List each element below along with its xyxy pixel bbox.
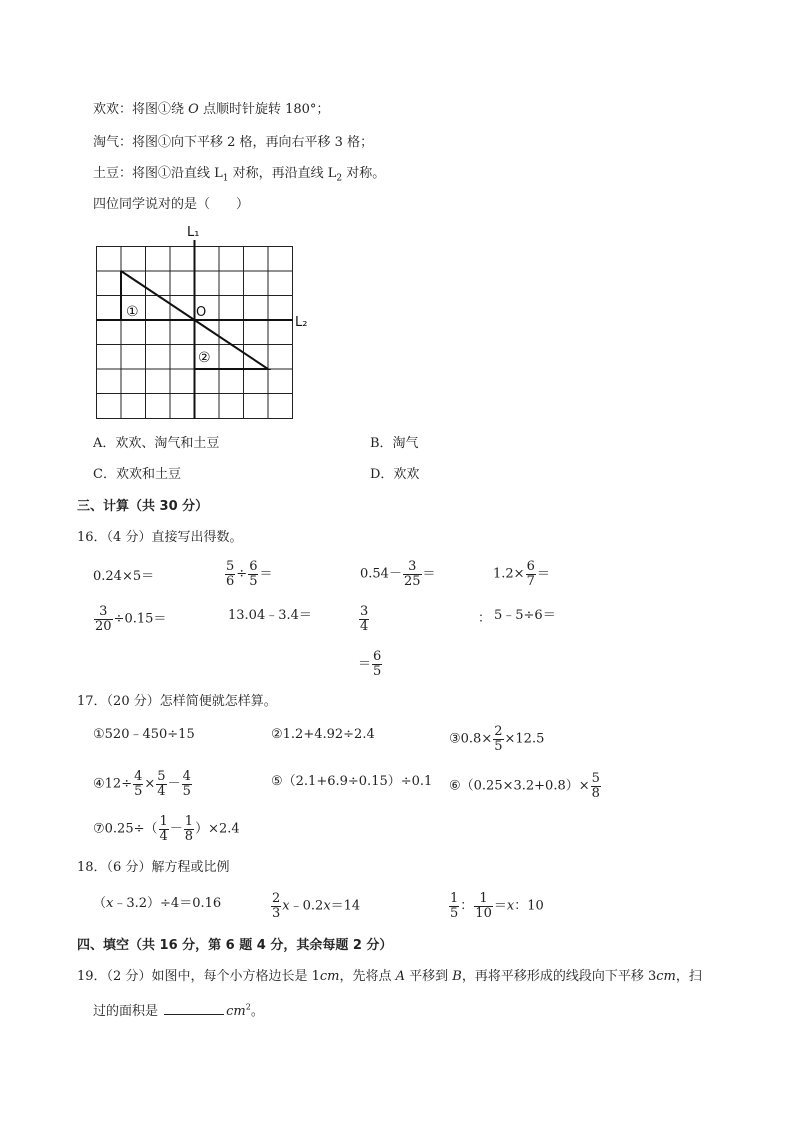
- section-3-title: 三、计算（共 30 分）: [77, 499, 209, 514]
- label-shape-1: ①: [126, 304, 139, 320]
- option-c[interactable]: C．欢欢和土豆: [93, 467, 181, 482]
- q16-expr-4: 1.2× $\frac{6}{7}$ ＝: [493, 559, 550, 589]
- q18-equation-2: $\frac{2}{3}$ x﹣0.2x＝14: [272, 891, 361, 921]
- q17-problem-3: ③0.8× $\frac{2}{5}$ ×12.5: [449, 724, 545, 754]
- q17-problem-5: ⑤（2.1+6.9÷0.15）÷0.1: [271, 774, 433, 789]
- q17-problem-1: ①520﹣450÷15: [93, 727, 195, 742]
- q18-equation-1: （x﹣3.2）÷4＝0.16: [93, 896, 222, 911]
- q17-problem-2: ②1.2+4.92÷2.4: [271, 727, 375, 742]
- q16-expr-5: $\frac{3}{20}$ ÷0.15＝: [95, 604, 167, 634]
- question-text: 四位同学说对的是（ ）: [93, 197, 250, 212]
- q16-expr-7-top: $\frac{3}{4}$: [360, 604, 369, 634]
- label-l1: L₁: [187, 225, 200, 240]
- q19-line-1: 19．（2 分）如图中，每个小方格边长是 1cm，先将点 A 平移到 B，再将平移形成的线段向下平移 3cm，扫: [77, 969, 702, 984]
- label-o: O: [196, 305, 207, 320]
- label-shape-2: ②: [198, 350, 211, 366]
- q16-expr-8-sep: ：: [478, 611, 492, 626]
- q19-line-2: 过的面积是 $cm^2$。: [93, 1002, 264, 1019]
- q16-expr-2: $\frac{5}{6}$ ÷ $\frac{6}{5}$ ＝: [226, 559, 273, 589]
- section-4-title: 四、填空（共 16 分，第 6 题 4 分，其余每题 2 分）: [77, 938, 393, 953]
- q16-expr-7-bottom: ＝ $\frac{6}{5}$: [358, 649, 382, 679]
- option-b[interactable]: B．淘气: [370, 436, 419, 451]
- q18-title: 18．（6 分）解方程或比例: [77, 860, 230, 875]
- statement-huanhuan: 欢欢：将图①绕 O 点顺时针旋转 180°；: [93, 102, 330, 117]
- q16-expr-8: 5﹣5÷6＝: [494, 608, 556, 623]
- statement-tudou: 土豆：将图①沿直线 $L_1$ 对称，再沿直线 $L_2$ 对称。: [93, 166, 386, 184]
- q16-expr-6: 13.04﹣3.4＝: [228, 608, 312, 623]
- q17-problem-7: ⑦0.25÷（ $\frac{1}{4}$ － $\frac{1}{8}$ ）×2.4: [93, 814, 240, 844]
- statement-taoqi: 淘气：将图①向下平移 2 格，再向右平移 3 格；: [93, 135, 374, 150]
- q16-expr-3: 0.54－ $\frac{3}{25}$ ＝: [360, 559, 436, 589]
- q17-title: 17．（20 分）怎样简便就怎样算。: [77, 694, 277, 709]
- answer-blank[interactable]: [164, 1003, 224, 1015]
- q17-problem-4: ④12÷ $\frac{4}{5}$ × $\frac{5}{4}$ － $\frac{4}{5}$: [93, 769, 191, 799]
- q17-problem-6: ⑥（0.25×3.2+0.8）× $\frac{5}{8}$: [449, 771, 600, 801]
- q18-equation-3: $\frac{1}{5}$ ： $\frac{1}{10}$ ＝x：10: [450, 891, 544, 921]
- label-l2: L₂: [295, 315, 308, 330]
- grid-figure: [90, 222, 320, 422]
- option-a[interactable]: A．欢欢、淘气和土豆: [93, 436, 220, 451]
- q16-expr-1: 0.24×5＝: [93, 569, 155, 584]
- option-d[interactable]: D．欢欢: [370, 467, 420, 482]
- q16-title: 16．（4 分）直接写出得数。: [77, 530, 243, 545]
